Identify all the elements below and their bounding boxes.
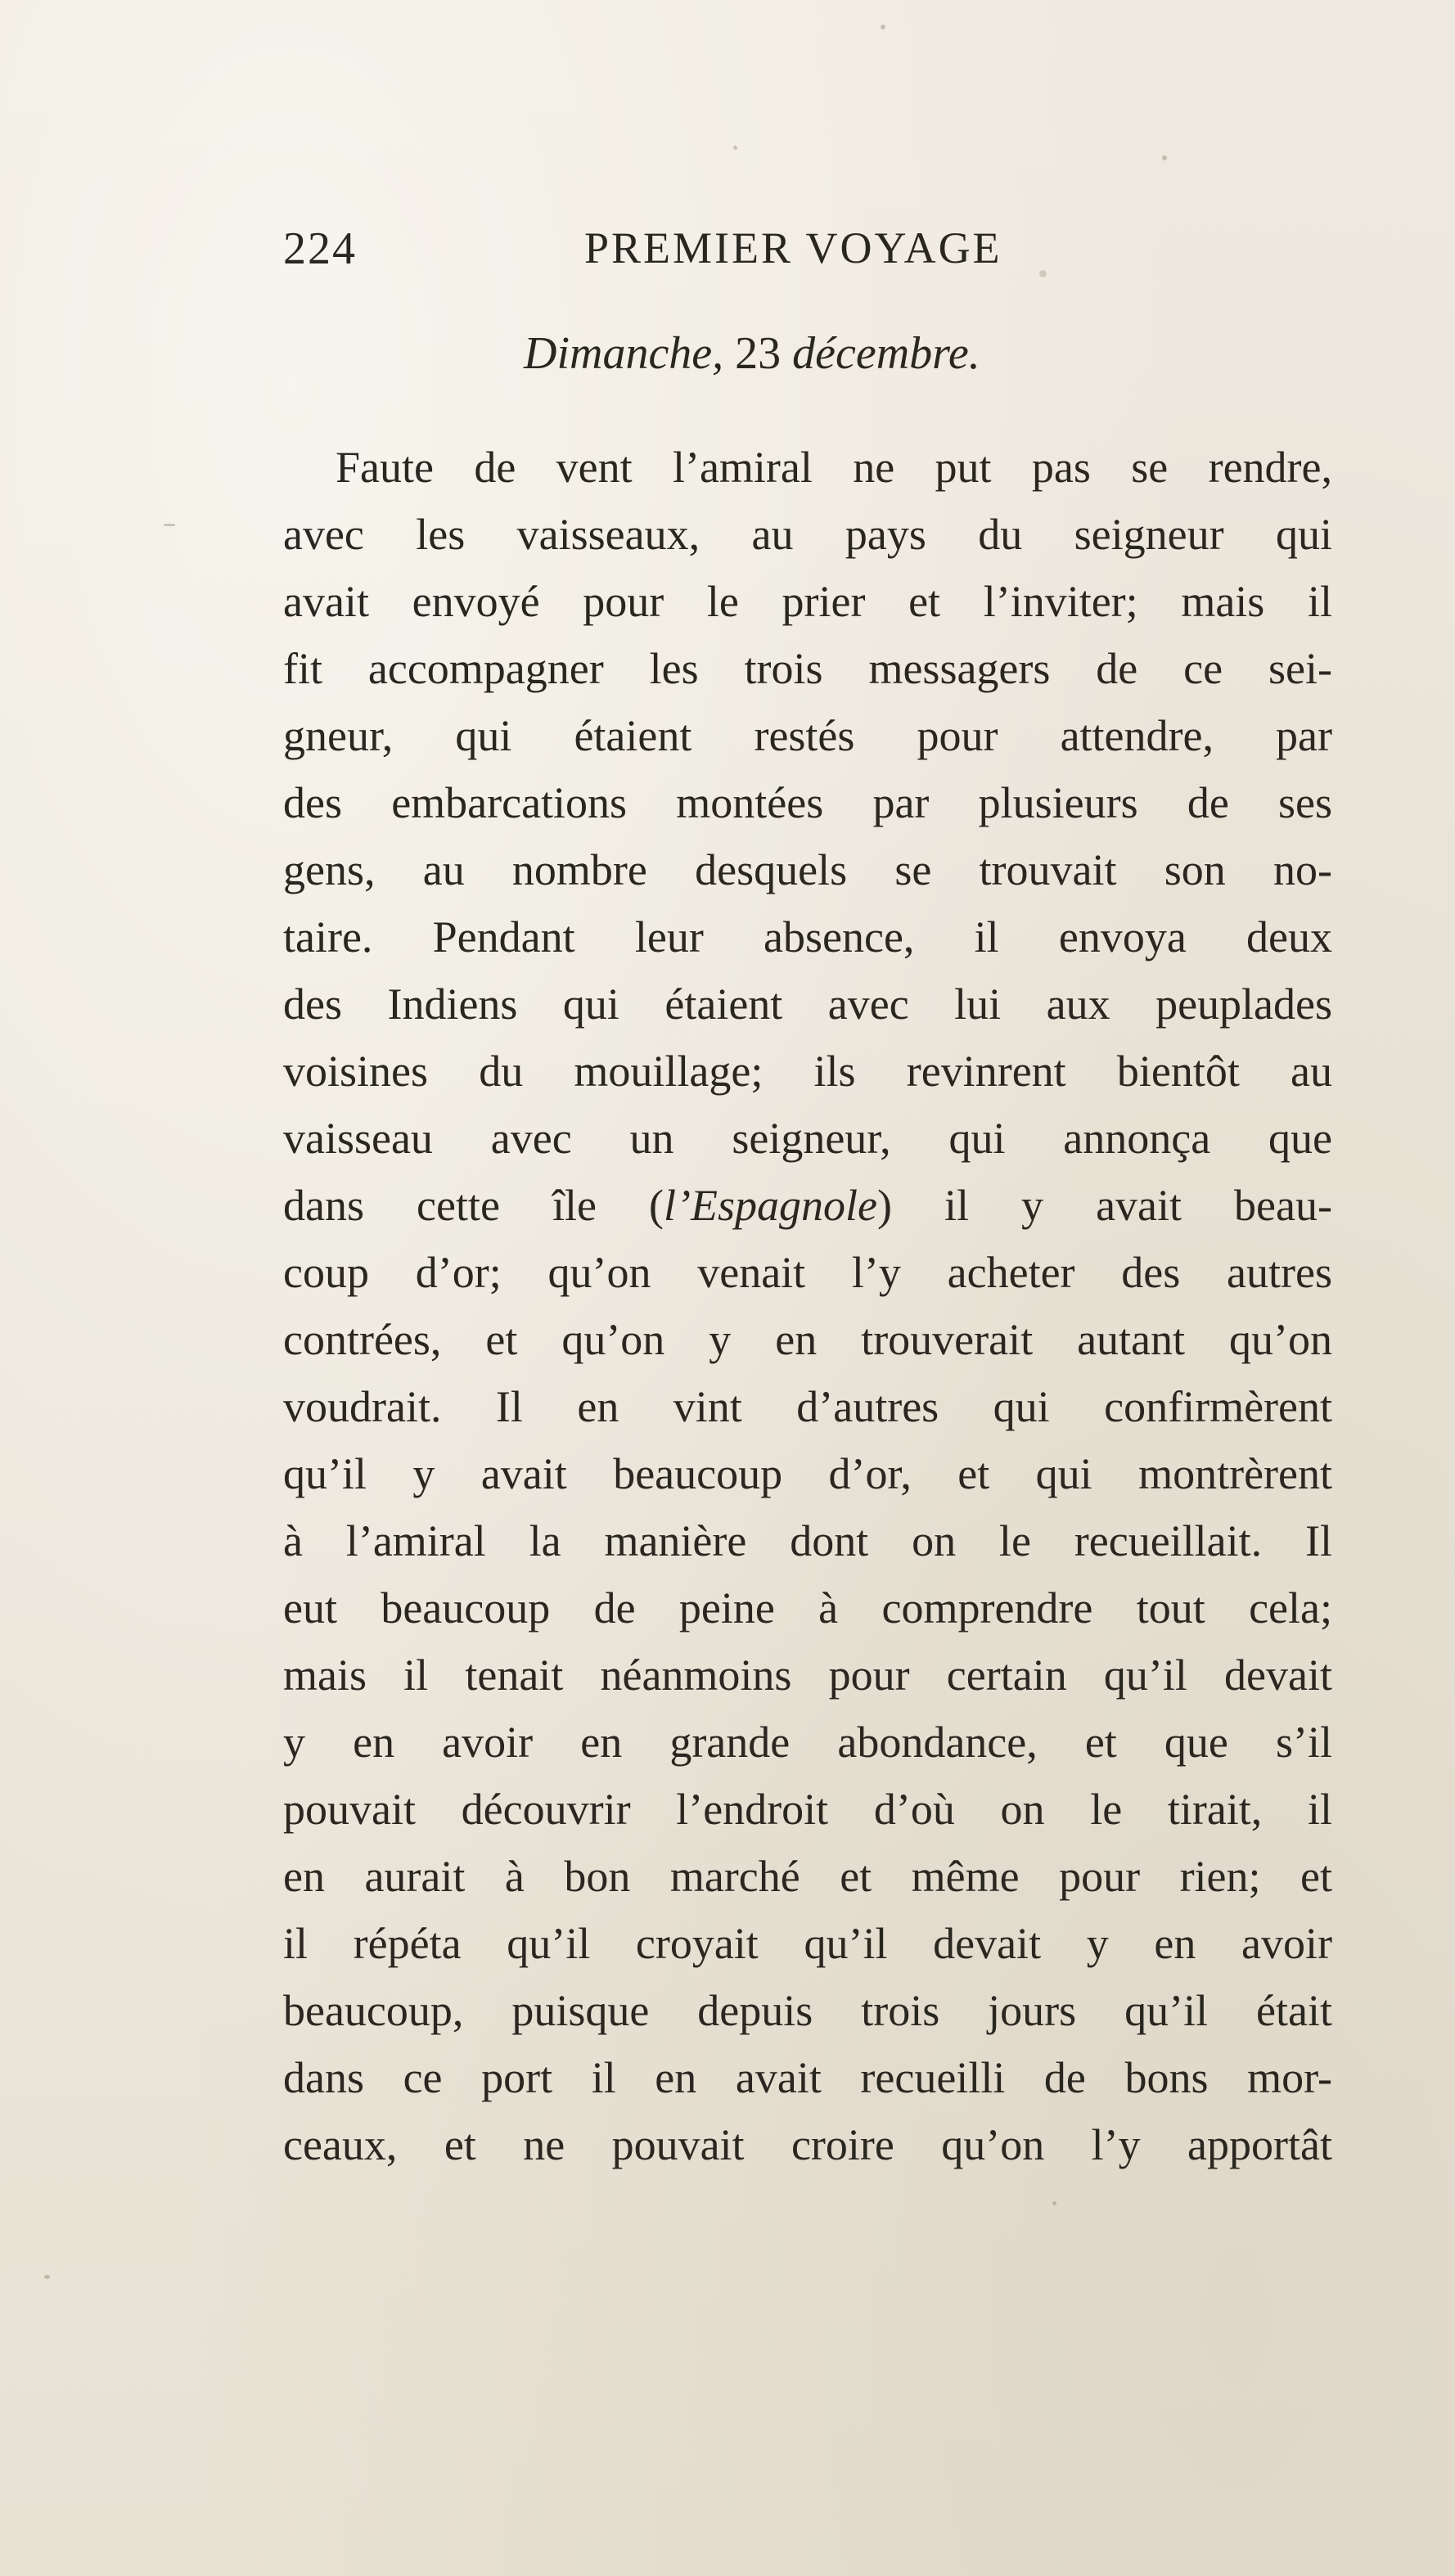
paper-speck [44,2275,50,2279]
text-line: gens, au nombre desquels se trouvait son no- [283,845,1332,894]
text-line: fit accompagner les trois messagers de ce sei- [283,644,1332,693]
text-line: gneur, qui étaient restés pour attendre, par [283,711,1332,760]
text-line: y en avoir en grande abondance, et que s’il [283,1718,1332,1767]
text-line: coup d’or; qu’on venait l’y acheter des autres [283,1248,1332,1297]
running-head [283,223,1028,280]
date-month: décembre. [792,328,980,379]
date-number: 23 [735,328,782,379]
paper-speck [1039,270,1047,277]
text-line: des embarcations montées par plusieurs de ses [283,778,1332,827]
text-line: mais il tenait néanmoins pour certain qu’il devait [283,1651,1332,1700]
paper-speck [881,25,885,29]
text-line: eut beaucoup de peine à comprendre tout cela; [283,1583,1332,1633]
text-line: vaisseau avec un seigneur, qui annonça que [283,1114,1332,1163]
text-line: des Indiens qui étaient avec lui aux peuplades [283,980,1332,1029]
text-line: voudrait. Il en vint d’autres qui confirmèrent [283,1382,1332,1431]
running-title: PREMIER VOYAGE [584,223,1002,272]
text-line: en aurait à bon marché et même pour rien; et [283,1852,1332,1901]
page-number: 224 [283,223,357,274]
text-line: contrées, et qu’on y en trouverait autant qu’on [283,1315,1332,1364]
paper-speck [164,524,175,526]
paper-speck [1052,2201,1056,2205]
text-line: avait envoyé pour le prier et l’inviter; mais il [283,577,1332,626]
text-line: dans ce port il en avait recueilli de bons mor- [283,2053,1332,2102]
paper-speck [1162,155,1167,160]
text-line: à l’amiral la manière dont on le recueillait. Il [283,1516,1332,1565]
text-line: pouvait découvrir l’endroit d’où on le tirait, il [283,1785,1332,1834]
date-day: Dimanche, [524,328,724,379]
text-line: voisines du mouillage; ils revinrent bientôt au [283,1047,1332,1096]
text-line: Faute de vent l’amiral ne put pas se rendre, [336,443,1332,492]
body-text [283,434,1332,2178]
date-heading [524,327,980,380]
text-line: ceaux, et ne pouvait croire qu’on l’y apportât [283,2120,1332,2169]
text-line: avec les vaisseaux, au pays du seigneur qui [283,510,1332,559]
text-line: il répéta qu’il croyait qu’il devait y en avoir [283,1919,1332,1968]
text-line: qu’il y avait beaucoup d’or, et qui montrèrent [283,1449,1332,1498]
text-line: dans cette île (l’Espagnole) il y avait beau- [283,1181,1332,1230]
text-line: beaucoup, puisque depuis trois jours qu’il était [283,1986,1332,2035]
text-line: taire. Pendant leur absence, il envoya deux [283,912,1332,961]
paper-speck [733,146,737,150]
